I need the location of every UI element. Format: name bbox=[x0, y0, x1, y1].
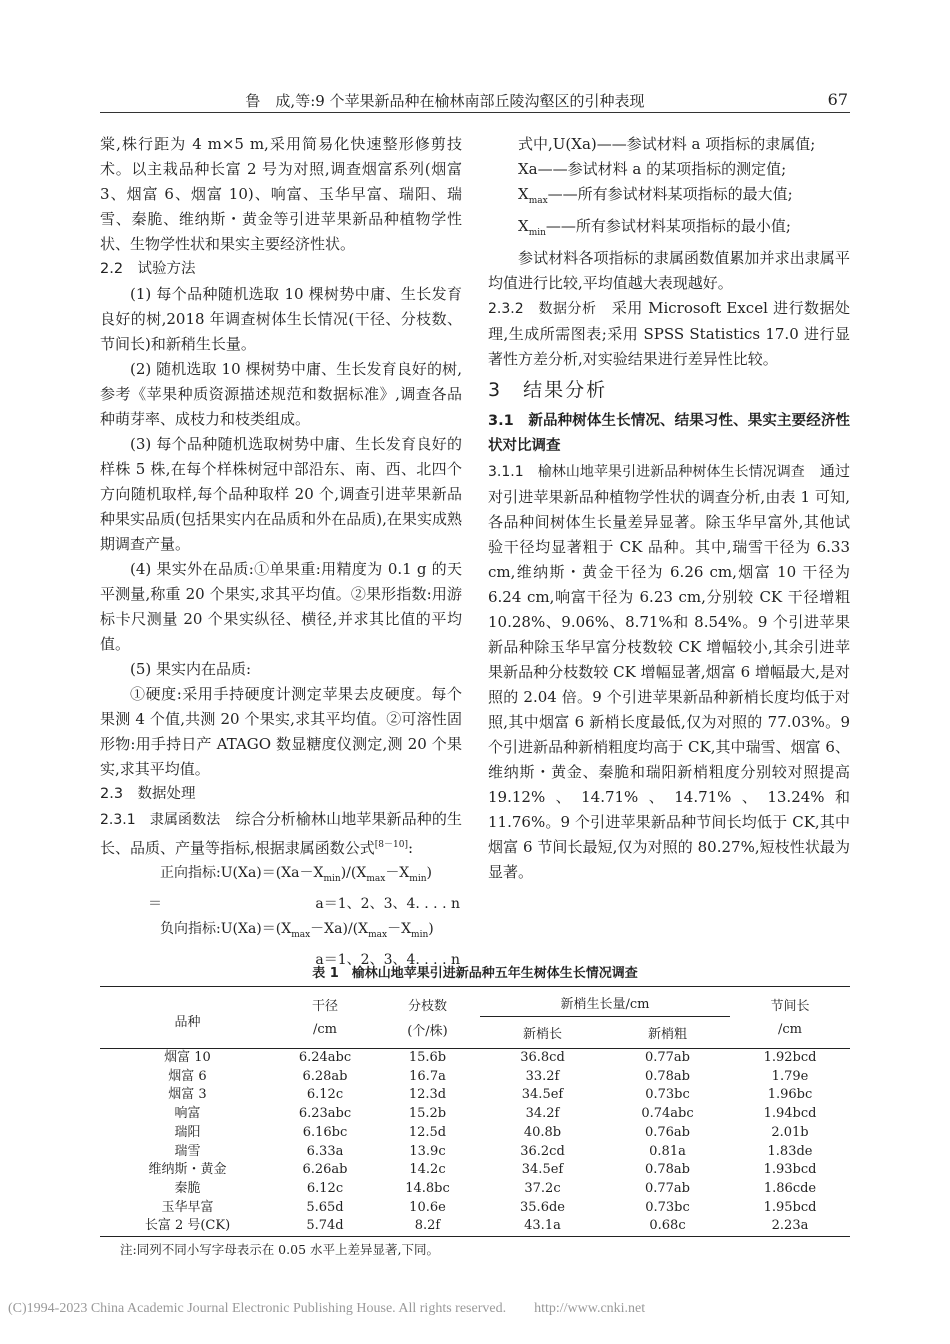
cell-internode: 1.95bcd bbox=[763, 1199, 817, 1215]
section-2-3-1-heading: 2.3.1 隶属函数法 bbox=[100, 812, 221, 828]
cell-internode: 1.83de bbox=[767, 1143, 813, 1159]
table-row bbox=[100, 1068, 850, 1087]
cell-shoot-length: 43.1a bbox=[480, 1217, 605, 1236]
where-2: Xa——参试材料 a 的某项指标的测定值; bbox=[518, 160, 787, 178]
cell-shoot-length: 34.2f bbox=[525, 1106, 560, 1122]
cell-trunk: 6.28ab bbox=[302, 1068, 348, 1084]
cell-trunk: 6.12c bbox=[306, 1180, 344, 1196]
cell-shoot-thickness: 0.78ab bbox=[644, 1162, 691, 1178]
cell-shoot-thickness: 0.74abc bbox=[641, 1106, 694, 1122]
table-row bbox=[100, 1161, 850, 1180]
table-row bbox=[100, 1217, 850, 1236]
cell-branches: 12.3d bbox=[408, 1087, 447, 1103]
running-header bbox=[100, 88, 850, 113]
cell-trunk: 6.12c bbox=[306, 1087, 344, 1103]
method-3: (3) 每个品种随机选取树势中庸、生长发育良好的样株 5 株,在每个样株树冠中部沿东、南、西、北四个方向随机取样,每个品种取样 20 个,调查引进苹果新品种果实品质(包括果实内在品质和外在品质),在果实成熟期调查产量。 bbox=[100, 435, 462, 553]
where-1: 式中,U(Xa)——参试材料 a 项指标的隶属值; bbox=[518, 135, 816, 153]
table-row bbox=[100, 1143, 850, 1162]
cell-shoot-thickness: 0.77ab bbox=[644, 1180, 691, 1196]
formula-negative-label: 负向指标: bbox=[160, 920, 221, 937]
cell-internode: 1.96bc bbox=[767, 1087, 813, 1103]
cell-shoot-length: 36.2cd bbox=[520, 1143, 565, 1159]
method-5: (5) 果实内在品质: bbox=[130, 660, 252, 678]
section-2-3-2-heading: 2.3.2 数据分析 bbox=[488, 301, 597, 317]
cell-shoot-length: 33.2f bbox=[525, 1068, 560, 1084]
cell-internode: 1.93bcd bbox=[763, 1162, 817, 1178]
where-4-text: ——所有参试材料某项指标的最小值; bbox=[545, 217, 791, 235]
cell-trunk: 6.23abc bbox=[298, 1106, 352, 1122]
cell-internode: 2.01b bbox=[771, 1124, 809, 1140]
col-shoot-thickness: 新梢粗 bbox=[605, 1017, 730, 1049]
cell-shoot-thickness: 0.73bc bbox=[645, 1087, 690, 1103]
cell-variety: 瑞雪 bbox=[174, 1143, 201, 1159]
cell-trunk: 6.33a bbox=[306, 1143, 344, 1159]
cell-branches: 13.9c bbox=[409, 1143, 446, 1159]
page-number: 67 bbox=[827, 90, 848, 109]
eq-sign: ＝ bbox=[148, 895, 162, 912]
formula-negative-body: $U(Xa)=(X_{max}-Xa)/(X_{max}-X_{min})$ bbox=[220, 920, 434, 940]
cell-variety: 玉华早富 bbox=[161, 1199, 214, 1215]
table-row bbox=[100, 1105, 850, 1124]
col-shoot-length: 新梢长 bbox=[480, 1017, 605, 1049]
method-4: (4) 果实外在品质:①单果重:用精度为 0.1 g 的天平测量,称重 20 个果实,求其平均值。②果形指数:用游标卡尺测量 20 个果实纵径、横径,并求其比值的平均值。 bbox=[100, 560, 462, 653]
cell-shoot-length: 37.2c bbox=[524, 1180, 561, 1196]
section-2-3-1 bbox=[100, 807, 462, 861]
cell-variety: 响富 bbox=[174, 1106, 201, 1122]
colon: : bbox=[407, 839, 414, 857]
section-3-1-heading: 3.1 新品种树体生长情况、结果习性、果实主要经济性状对比调查 bbox=[488, 413, 850, 454]
cell-trunk: 6.26ab bbox=[302, 1162, 348, 1178]
cell-trunk: 6.24abc bbox=[298, 1050, 352, 1065]
table-row bbox=[100, 1180, 850, 1199]
table-row bbox=[100, 1049, 850, 1068]
col-variety: 品种 bbox=[100, 987, 275, 1049]
paragraph-planting: 棠,株行距为 4 m×5 m,采用简易化快速整形修剪技术。以主栽品种长富 2 号为对照,调查烟富系列(烟富 3、烟富 6、烟富 10)、响富、玉华早富、瑞阳、瑞雪、秦脆、维纳斯・黄金等引进苹果新品种植物学性状、生物学性状和果实主要经济性状。 bbox=[100, 135, 462, 253]
cell-internode: 1.79e bbox=[771, 1068, 809, 1084]
cell-variety: 烟富 3 bbox=[168, 1087, 207, 1103]
method-2: (2) 随机选取 10 棵树势中庸、生长发育良好的树,参考《苹果种质资源描述规范和数据标准》,调查各品种萌芽率、成枝力和枝类组成。 bbox=[100, 360, 462, 428]
section-2-3-1-text: 综合分析榆林山地苹果新品种的生长、品质、产量等指标,根据隶属函数公式 bbox=[100, 810, 462, 857]
left-column bbox=[100, 132, 462, 973]
cell-variety: 秦脆 bbox=[174, 1180, 201, 1196]
table-row bbox=[100, 1199, 850, 1218]
cell-shoot-length: 40.8b bbox=[523, 1124, 562, 1140]
cell-internode: 1.92bcd bbox=[763, 1050, 817, 1065]
col-branches: 分枝数 bbox=[375, 987, 480, 1017]
where-3: $X_{max}——$所有参试材料某项指标的最大值; bbox=[518, 185, 793, 206]
formula-range-2: a＝1、2、3、4. . . . n bbox=[315, 951, 460, 968]
cell-trunk: 5.74d bbox=[275, 1217, 375, 1236]
formula-range-1: a＝1、2、3、4. . . . n bbox=[315, 895, 460, 912]
cell-variety: 烟富 10 bbox=[164, 1050, 211, 1065]
formula-positive-body: $U(Xa)=(Xa-X_{min})/(X_{max}-X_{min})$ bbox=[220, 865, 432, 884]
cell-shoot-thickness: 0.77ab bbox=[644, 1050, 691, 1065]
cell-shoot-length: 34.5ef bbox=[521, 1087, 564, 1103]
section-2-2-heading: 2.2 试验方法 bbox=[100, 261, 196, 277]
cell-trunk: 6.16bc bbox=[302, 1124, 348, 1140]
cell-branches: 16.7a bbox=[409, 1068, 446, 1084]
cell-shoot-thickness: 0.76ab bbox=[644, 1124, 691, 1140]
col-trunk-unit: /cm bbox=[275, 1017, 375, 1049]
cell-internode: 1.94bcd bbox=[763, 1106, 817, 1122]
cell-internode: 1.86cde bbox=[763, 1180, 817, 1196]
cell-internode: 2.23a bbox=[730, 1217, 850, 1236]
cell-shoot-thickness: 0.81a bbox=[649, 1143, 686, 1159]
section-2-3-2-text: 采用 Microsoft Excel 进行数据处理,生成所需图表;采用 SPSS Statistics 17.0 进行显著性方差分析,对实验结果进行差异性比较。 bbox=[488, 299, 850, 368]
cell-variety: 长富 2 号(CK) bbox=[100, 1217, 275, 1236]
table-caption: 表 1 榆林山地苹果引进新品种五年生树体生长情况调查 bbox=[312, 966, 638, 981]
cell-variety: 烟富 6 bbox=[168, 1068, 207, 1084]
cell-branches: 12.5d bbox=[408, 1124, 447, 1140]
col-internode-unit: /cm bbox=[730, 1017, 850, 1049]
table-row bbox=[100, 1124, 850, 1143]
cell-trunk: 5.65d bbox=[306, 1199, 344, 1215]
growth-table bbox=[100, 986, 850, 1237]
table-note: 注:同列不同小写字母表示在 0.05 水平上差异显著,下同。 bbox=[120, 1242, 439, 1257]
formula-negative bbox=[100, 917, 462, 948]
method-1: (1) 每个品种随机选取 10 棵树势中庸、生长发育良好的树,2018 年调查树体生长情况(干径、分枝数、节间长)和新稍生长量。 bbox=[100, 285, 462, 353]
cell-branches: 15.2b bbox=[408, 1106, 447, 1122]
section-2-3-2 bbox=[488, 296, 850, 372]
cell-branches: 8.2f bbox=[375, 1217, 480, 1236]
running-title: 鲁 成,等:9 个苹果新品种在榆林南部丘陵沟壑区的引种表现 bbox=[245, 92, 645, 110]
where-3-text: ——所有参试材料某项指标的最大值; bbox=[547, 185, 793, 203]
cell-variety: 瑞阳 bbox=[174, 1124, 201, 1140]
copyright-footer: (C)1994-2023 China Academic Journal Electronic Publishing House. All rights reserved. http://www.cnki.net bbox=[8, 1301, 646, 1316]
section-3-heading: 3 结果分析 bbox=[488, 379, 608, 401]
right-column bbox=[488, 132, 850, 885]
where-5: 参试材料各项指标的隶属函数值累加并求出隶属平均值进行比较,平均值越大表现越好。 bbox=[488, 249, 850, 292]
section-2-3-heading: 2.3 数据处理 bbox=[100, 786, 196, 802]
cell-shoot-length: 36.8cd bbox=[520, 1050, 565, 1065]
cell-branches: 14.8bc bbox=[405, 1180, 450, 1196]
formula-positive bbox=[100, 861, 462, 892]
col-trunk: 干径 bbox=[275, 987, 375, 1017]
formula-positive-label: 正向指标: bbox=[160, 865, 221, 881]
col-shoot-group: 新梢生长量/cm bbox=[480, 987, 730, 1017]
section-3-1-1 bbox=[488, 459, 850, 885]
table-row bbox=[100, 1086, 850, 1105]
cell-shoot-length: 35.6de bbox=[520, 1199, 565, 1215]
cell-shoot-thickness: 0.68c bbox=[605, 1217, 730, 1236]
cell-shoot-thickness: 0.73bc bbox=[645, 1199, 690, 1215]
cell-shoot-length: 34.5ef bbox=[521, 1162, 564, 1178]
section-3-1-1-text: 通过对引进苹果新品种植物学性状的调查分析,由表 1 可知,各品种间树体生长量差异显著。除玉华早富外,其他试验干径均显著粗于 CK 品种。其中,瑞雪干径为 6.33 cm,维纳斯・黄金干径为 6.26 cm,烟富 10 干径为 6.24 cm,响富干径为 6.23 cm,分别较 CK 干径增粗 10.28%、9.06%、8.71%和 8.54%。9 个引进苹果新品种除玉华早富分枝数较 CK 增幅较小,其余引进苹果新品种分枝数较 CK 增幅显著,烟富 6 增幅最大,是对照的 2.04 倍。9 个引进苹果新品种新梢长度均低于对照,其中烟富 6 新梢长度最低,仅为对照的 77.03%。9 个引进新品种新梢粗度均高于 CK,其中瑞雪、烟富 6、维纳斯・黄金、秦脆和瑞阳新梢粗度分别较对照提高 19.12%、14.71%、14.71%、13.24%和 11.76%。9 个引进苹果新品种节间长均低于 CK,其中烟富 6 节间长最短,仅为对照的 80.27%,短枝性状最为显著。 bbox=[488, 462, 850, 881]
col-internode: 节间长 bbox=[730, 987, 850, 1017]
cell-variety: 维纳斯・黄金 bbox=[148, 1162, 227, 1178]
where-4: $X_{min}——$所有参试材料某项指标的最小值; bbox=[518, 217, 791, 238]
cell-branches: 15.6b bbox=[408, 1050, 447, 1065]
cell-branches: 14.2c bbox=[409, 1162, 446, 1178]
col-branches-unit: (个/株) bbox=[375, 1017, 480, 1049]
method-6: ①硬度:采用手持硬度计测定苹果去皮硬度。每个果测 4 个值,共测 20 个果实,求其平均值。②可溶性固形物:用手持日产 ATAGO 数显糖度仪测定,测 20 个果实,求其平均值。 bbox=[100, 685, 462, 778]
cell-branches: 10.6e bbox=[409, 1199, 446, 1215]
section-3-1-1-heading: 3.1.1 榆林山地苹果引进新品种树体生长情况调查 bbox=[488, 464, 805, 480]
citation: [8－10] bbox=[374, 840, 408, 850]
cell-shoot-thickness: 0.78ab bbox=[644, 1068, 691, 1084]
